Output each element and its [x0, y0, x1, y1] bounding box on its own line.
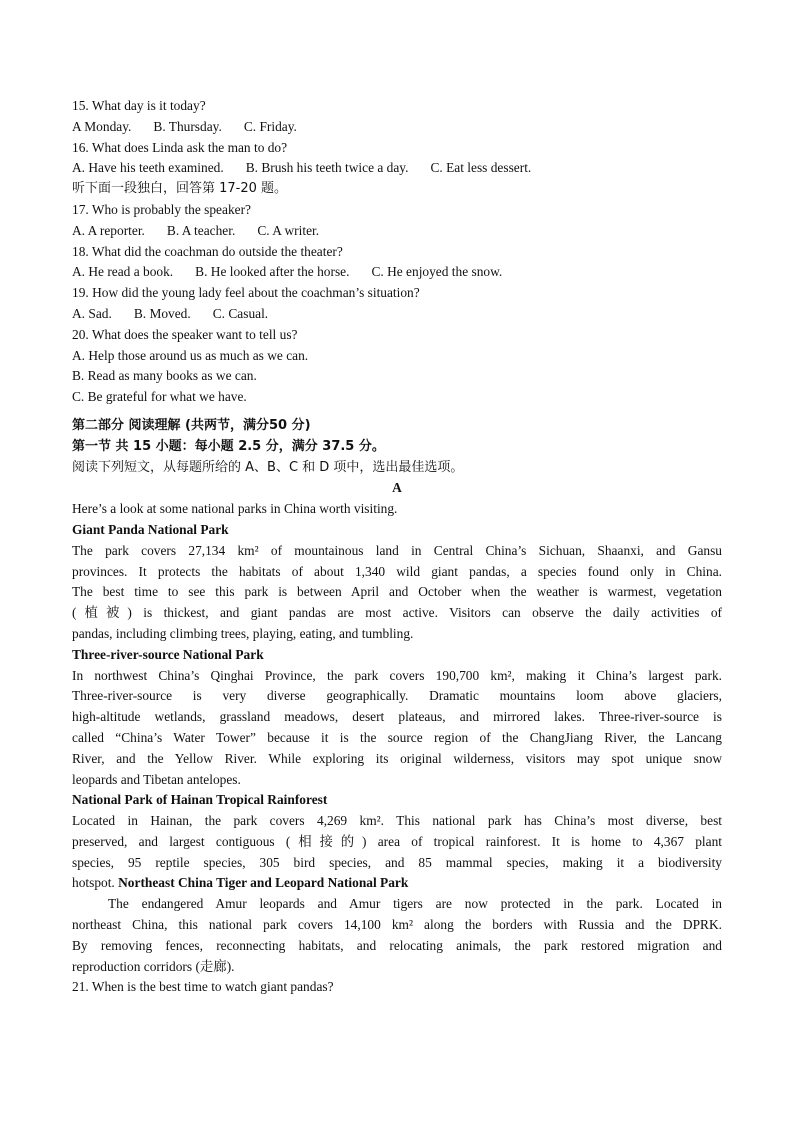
park-title: Giant Panda National Park: [72, 521, 229, 537]
paragraph-line: preserved, and largest contiguous (相接的) area of tropical rainforest. It is home to 4,367 plant: [72, 833, 722, 849]
option-b: B. He looked after the horse.: [195, 264, 350, 280]
question-16: 16. What does Linda ask the man to do?: [72, 139, 288, 155]
paragraph-line: (植被) is thickest, and giant pandas are most active. Visitors can observe the daily activities of: [72, 605, 722, 621]
option-a: A Monday.: [72, 118, 132, 134]
option-a: A. Sad.: [72, 305, 112, 321]
option-c: C. A writer.: [257, 222, 320, 238]
part-two-title: 第二部分 阅读理解 (共两节，满分50 分): [72, 417, 311, 433]
paragraph-line: pandas, including climbing trees, playing, eating, and tumbling.: [72, 625, 414, 641]
paragraph-line: By removing fences, reconnecting habitats, and relocating animals, the park restored migration and: [72, 937, 722, 953]
paragraph-line: The endangered Amur leopards and Amur tigers are now protected in the park. Located in: [108, 896, 722, 912]
question-18-options: [72, 262, 722, 283]
paragraph-line: called “China’s Water Tower” because it is the source region of the ChangJiang River, the Lancang: [72, 729, 722, 745]
paragraph-line: high-altitude wetlands, grassland meadows, desert plateaus, and mirrored lakes. Three-river-source is: [72, 709, 722, 725]
option-c: C. Casual.: [212, 305, 269, 321]
park-paragraph: [72, 541, 722, 645]
section-one-title: 第一节 共 15 小题：每小题 2.5 分，满分 37.5 分。: [72, 438, 385, 454]
paragraph-line: reproduction corridors (走廊).: [72, 958, 235, 974]
question-19: 19. How did the young lady feel about the coachman’s situation?: [72, 285, 420, 301]
option-c: C. Friday.: [243, 118, 297, 134]
paragraph-line: River, and the Yellow River. While exploring its original wilderness, visitors may spot unique snow: [72, 750, 722, 766]
option-c: C. Eat less dessert.: [430, 160, 532, 176]
paragraph-line: provinces. It protects the habitats of about 1,340 wild giant pandas, a species found only in China.: [72, 563, 722, 579]
exam-page: [72, 96, 722, 998]
reading-instruction: 阅读下列短文，从每题所给的 A、B、C 和 D 项中，选出最佳选项。: [72, 459, 464, 475]
passage-letter: A: [392, 480, 402, 496]
question-21: 21. When is the best time to watch giant pandas?: [72, 979, 334, 995]
parks-container: [72, 520, 722, 978]
question-20: 20. What does the speaker want to tell us?: [72, 326, 298, 342]
paragraph-line: Located in Hainan, the park covers 4,269 km². This national park has China’s most diverse, best: [72, 813, 722, 829]
question-20-option-a: A. Help those around us as much as we can.: [72, 347, 309, 363]
option-b: B. A teacher.: [166, 222, 236, 238]
park-paragraph: [72, 894, 722, 977]
passage-intro: Here’s a look at some national parks in China worth visiting.: [72, 501, 398, 517]
instruction-17-20: 听下面一段独白，回答第 17-20 题。: [72, 181, 288, 197]
question-17: 17. Who is probably the speaker?: [72, 201, 251, 217]
paragraph-line: leopards and Tibetan antelopes.: [72, 771, 241, 787]
paragraph-line: northeast China, this national park covers 14,100 km² along the borders with Russia and the DPRK.: [72, 917, 722, 933]
option-b: B. Brush his teeth twice a day.: [245, 160, 409, 176]
park-title: Three-river-source National Park: [72, 646, 264, 662]
paragraph-line: The park covers 27,134 km² of mountainous land in Central China’s Sichuan, Shaanxi, and Gansu: [72, 542, 722, 558]
option-a: A. A reporter.: [72, 222, 145, 238]
question-15: 15. What day is it today?: [72, 98, 206, 113]
question-17-options: [72, 221, 722, 242]
question-19-options: [72, 304, 722, 325]
question-16-options: [72, 158, 722, 179]
option-a: A. Have his teeth examined.: [72, 160, 224, 176]
option-c: C. He enjoyed the snow.: [371, 264, 503, 280]
option-b: B. Thursday.: [153, 118, 222, 134]
paragraph-line: In northwest China’s Qinghai Province, the park covers 190,700 km², making it China’s largest park.: [72, 667, 722, 683]
paragraph-line: hotspot. Northeast China Tiger and Leopard National Park: [72, 875, 409, 891]
question-18: 18. What did the coachman do outside the theater?: [72, 243, 343, 259]
option-a: A. He read a book.: [72, 264, 174, 280]
paragraph-line: The best time to see this park is between April and October when the weather is warmest, vegetation: [72, 584, 722, 600]
option-b: B. Moved.: [133, 305, 191, 321]
park-paragraph: [72, 666, 722, 791]
question-20-option-b: B. Read as many books as we can.: [72, 368, 257, 384]
question-20-option-c: C. Be grateful for what we have.: [72, 389, 247, 405]
park-title: Northeast China Tiger and Leopard National Park: [114, 875, 409, 891]
paragraph-line: species, 95 reptile species, 305 bird species, and 85 mammal species, making it a biodiversity: [72, 854, 722, 870]
park-paragraph: [72, 811, 722, 894]
question-15-options: [72, 117, 722, 138]
paragraph-line: Three-river-source is very diverse geographically. Dramatic mountains loom above glaciers,: [72, 688, 722, 704]
park-title: National Park of Hainan Tropical Rainforest: [72, 792, 328, 808]
